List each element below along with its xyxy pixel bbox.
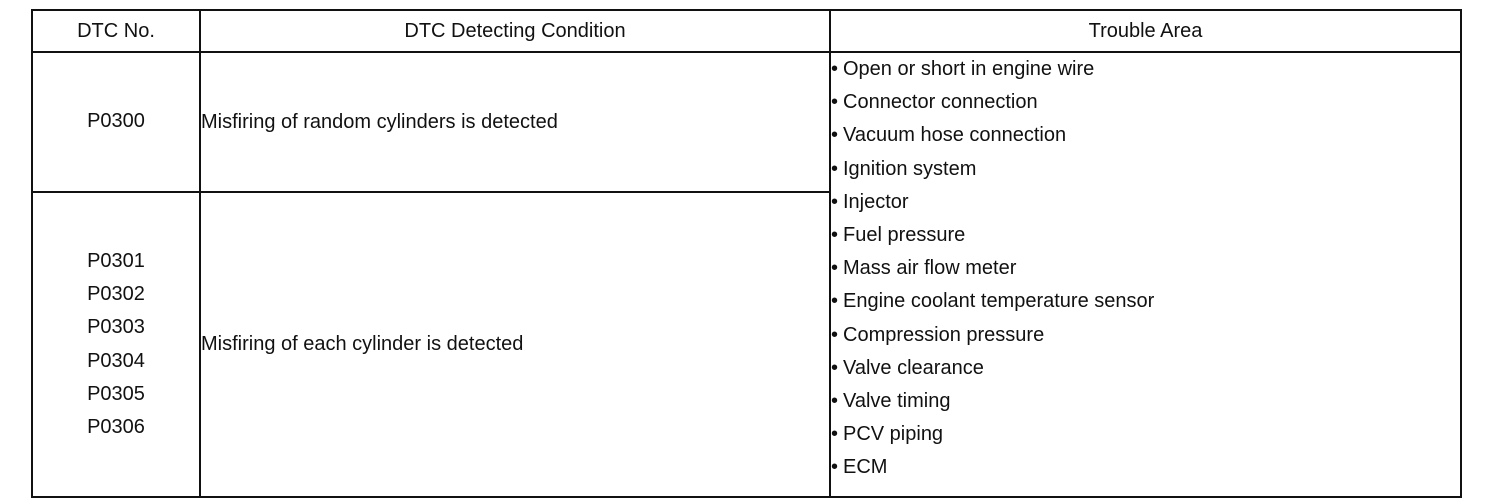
trouble-area-text: PCV piping	[843, 423, 944, 446]
trouble-area-text: Injector	[843, 190, 909, 213]
list-item	[831, 153, 1460, 186]
header-row	[32, 10, 1461, 52]
dtc-code: P0303	[87, 316, 145, 339]
trouble-area-text: Compression pressure	[843, 323, 1045, 346]
bullet-icon: •	[831, 223, 839, 246]
header-detecting-condition: DTC Detecting Condition	[200, 10, 830, 52]
dtc-code: P0300	[87, 110, 145, 133]
trouble-area-list	[831, 53, 1460, 484]
bullet-icon: •	[831, 356, 839, 379]
list-item	[831, 53, 1460, 86]
trouble-area-text: Valve clearance	[843, 356, 984, 379]
dtc-code: P0304	[87, 349, 145, 372]
list-item	[831, 385, 1460, 418]
bullet-icon: •	[831, 389, 839, 412]
detecting-condition-cell: Misfiring of random cylinders is detected	[200, 52, 830, 192]
header-dtc-no: DTC No.	[32, 10, 200, 52]
detecting-condition-cell: Misfiring of each cylinder is detected	[200, 192, 830, 497]
trouble-area-text: Engine coolant temperature sensor	[843, 290, 1155, 313]
bullet-icon: •	[831, 456, 839, 479]
list-item	[831, 319, 1460, 352]
list-item	[831, 418, 1460, 451]
table-row	[32, 52, 1461, 192]
dtc-code: P0301	[87, 249, 145, 272]
bullet-icon: •	[831, 124, 839, 147]
bullet-icon: •	[831, 290, 839, 313]
list-item	[831, 285, 1460, 318]
list-item	[831, 352, 1460, 385]
trouble-area-text: Ignition system	[843, 157, 977, 180]
bullet-icon: •	[831, 58, 839, 80]
dtc-code: P0305	[87, 382, 145, 405]
trouble-area-text: Mass air flow meter	[843, 257, 1017, 280]
list-item	[831, 119, 1460, 152]
trouble-area-text: Open or short in engine wire	[843, 58, 1095, 80]
trouble-area-text: Vacuum hose connection	[843, 124, 1067, 147]
trouble-area-text: Fuel pressure	[843, 223, 966, 246]
header-trouble-area: Trouble Area	[830, 10, 1461, 52]
list-item	[831, 86, 1460, 119]
trouble-area-text: Connector connection	[843, 91, 1038, 114]
dtc-codes-cell	[32, 52, 200, 192]
list-item	[831, 451, 1460, 484]
bullet-icon: •	[831, 423, 839, 446]
bullet-icon: •	[831, 190, 839, 213]
trouble-area-cell	[830, 52, 1461, 497]
list-item	[831, 219, 1460, 252]
bullet-icon: •	[831, 257, 839, 280]
list-item	[831, 252, 1460, 285]
bullet-icon: •	[831, 157, 839, 180]
bullet-icon: •	[831, 323, 839, 346]
bullet-icon: •	[831, 91, 839, 114]
dtc-codes-cell	[32, 192, 200, 497]
trouble-area-text: Valve timing	[843, 389, 951, 412]
trouble-area-text: ECM	[843, 456, 888, 479]
list-item	[831, 186, 1460, 219]
dtc-table	[31, 9, 1462, 498]
dtc-code: P0306	[87, 416, 145, 439]
dtc-code: P0302	[87, 282, 145, 305]
